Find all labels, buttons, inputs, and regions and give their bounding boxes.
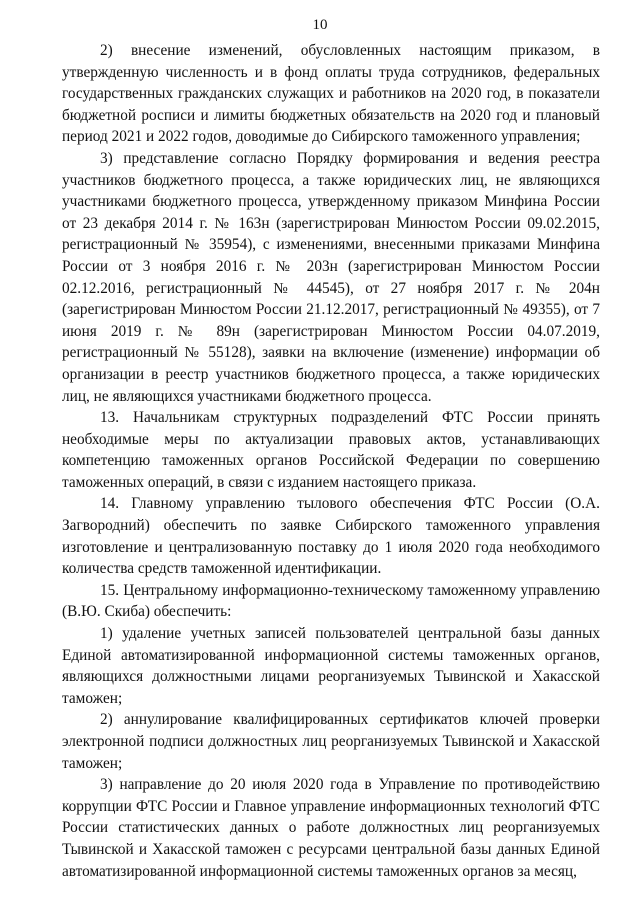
paragraph-15-1-account-removal: 1) удаление учетных записей пользователей центральной базы данных Единой автоматизированной информационной системы таможенных органов, являющихся должностными лицами реорганизуемых Тывинской и Хакасской таможен; bbox=[62, 625, 600, 707]
paragraph-13-legal-acts-update: 13. Начальникам структурных подразделений ФТС России принять необходимые меры по актуализации правовых актов, устанавливающих компетенцию таможенных органов Российской Федерации по совершению таможенных операций, в связи с изданием настоящего приказа. bbox=[62, 409, 600, 491]
paragraph-15-2-certificate-revocation: 2) аннулирование квалифицированных сертификатов ключей проверки электронной подписи должностных лиц реорганизуемых Тывинской и Хакасской таможен; bbox=[62, 711, 600, 772]
paragraph-item-3-registry-submission: 3) представление согласно Порядку формирования и ведения реестра участников бюджетного процесса, а также юридических лиц, не являющихся участниками бюджетного процесса, утвержденному приказом Минфина России от 23 декабря 2014 г. № 163н (зарегистрирован Минюстом России 09.02.2015, регистрационный № 35954), с изменениями, внесенными приказами Минфина России от 3 ноября 2016 г. № 203н (зарегистрирован Минюстом России 02.12.2016, регистрационный № 44545), от 27 ноября 2017 г. № 204н (зарегистрирован Минюстом России 21.12.2017, регистрационный № 49355), от 7 июня 2019 г. № 89н (зарегистрирован Минюстом России 04.07.2019, регистрационный № 55128), заявки на включение (изменение) информации об организации в реестр участников бюджетного процесса, а также юридических лиц, не являющихся участниками бюджетного процесса. bbox=[62, 149, 600, 405]
paragraph-15-3-statistics-submission: 3) направление до 20 июля 2020 года в Управление по противодействию коррупции ФТС России и Главное управление информационных технологий ФТС России статистических данных о работе должностных лиц реорганизуемых Тывинской и Хакасской таможен с ресурсами центральной базы данных Единой автоматизированной информационной системы таможенных органов за месяц, bbox=[62, 776, 600, 880]
paragraph-15-it-directorate: 15. Центральному информационно-техническому таможенному управлению (В.Ю. Скиба) обеспечить: bbox=[62, 581, 600, 621]
page-number: 10 bbox=[312, 17, 328, 33]
paragraph-item-2-budget-changes: 2) внесение изменений, обусловленных настоящим приказом, в утвержденную численность и в фонд оплаты труда сотрудников, федеральных государственных гражданских служащих и работников на 2020 год, в показатели бюджетной росписи и лимиты бюджетных обязательств на 2020 год и плановый период 2021 и 2022 годов, доводимые до Сибирского таможенного управления; bbox=[62, 42, 600, 146]
document-body bbox=[62, 40, 600, 882]
paragraph-14-logistics-supply: 14. Главному управлению тылового обеспечения ФТС России (О.А. Загвородний) обеспечить по заявке Сибирского таможенного управления изготовление и централизованную поставку до 1 июля 2020 года необходимого количества средств таможенной идентификации. bbox=[62, 495, 600, 578]
